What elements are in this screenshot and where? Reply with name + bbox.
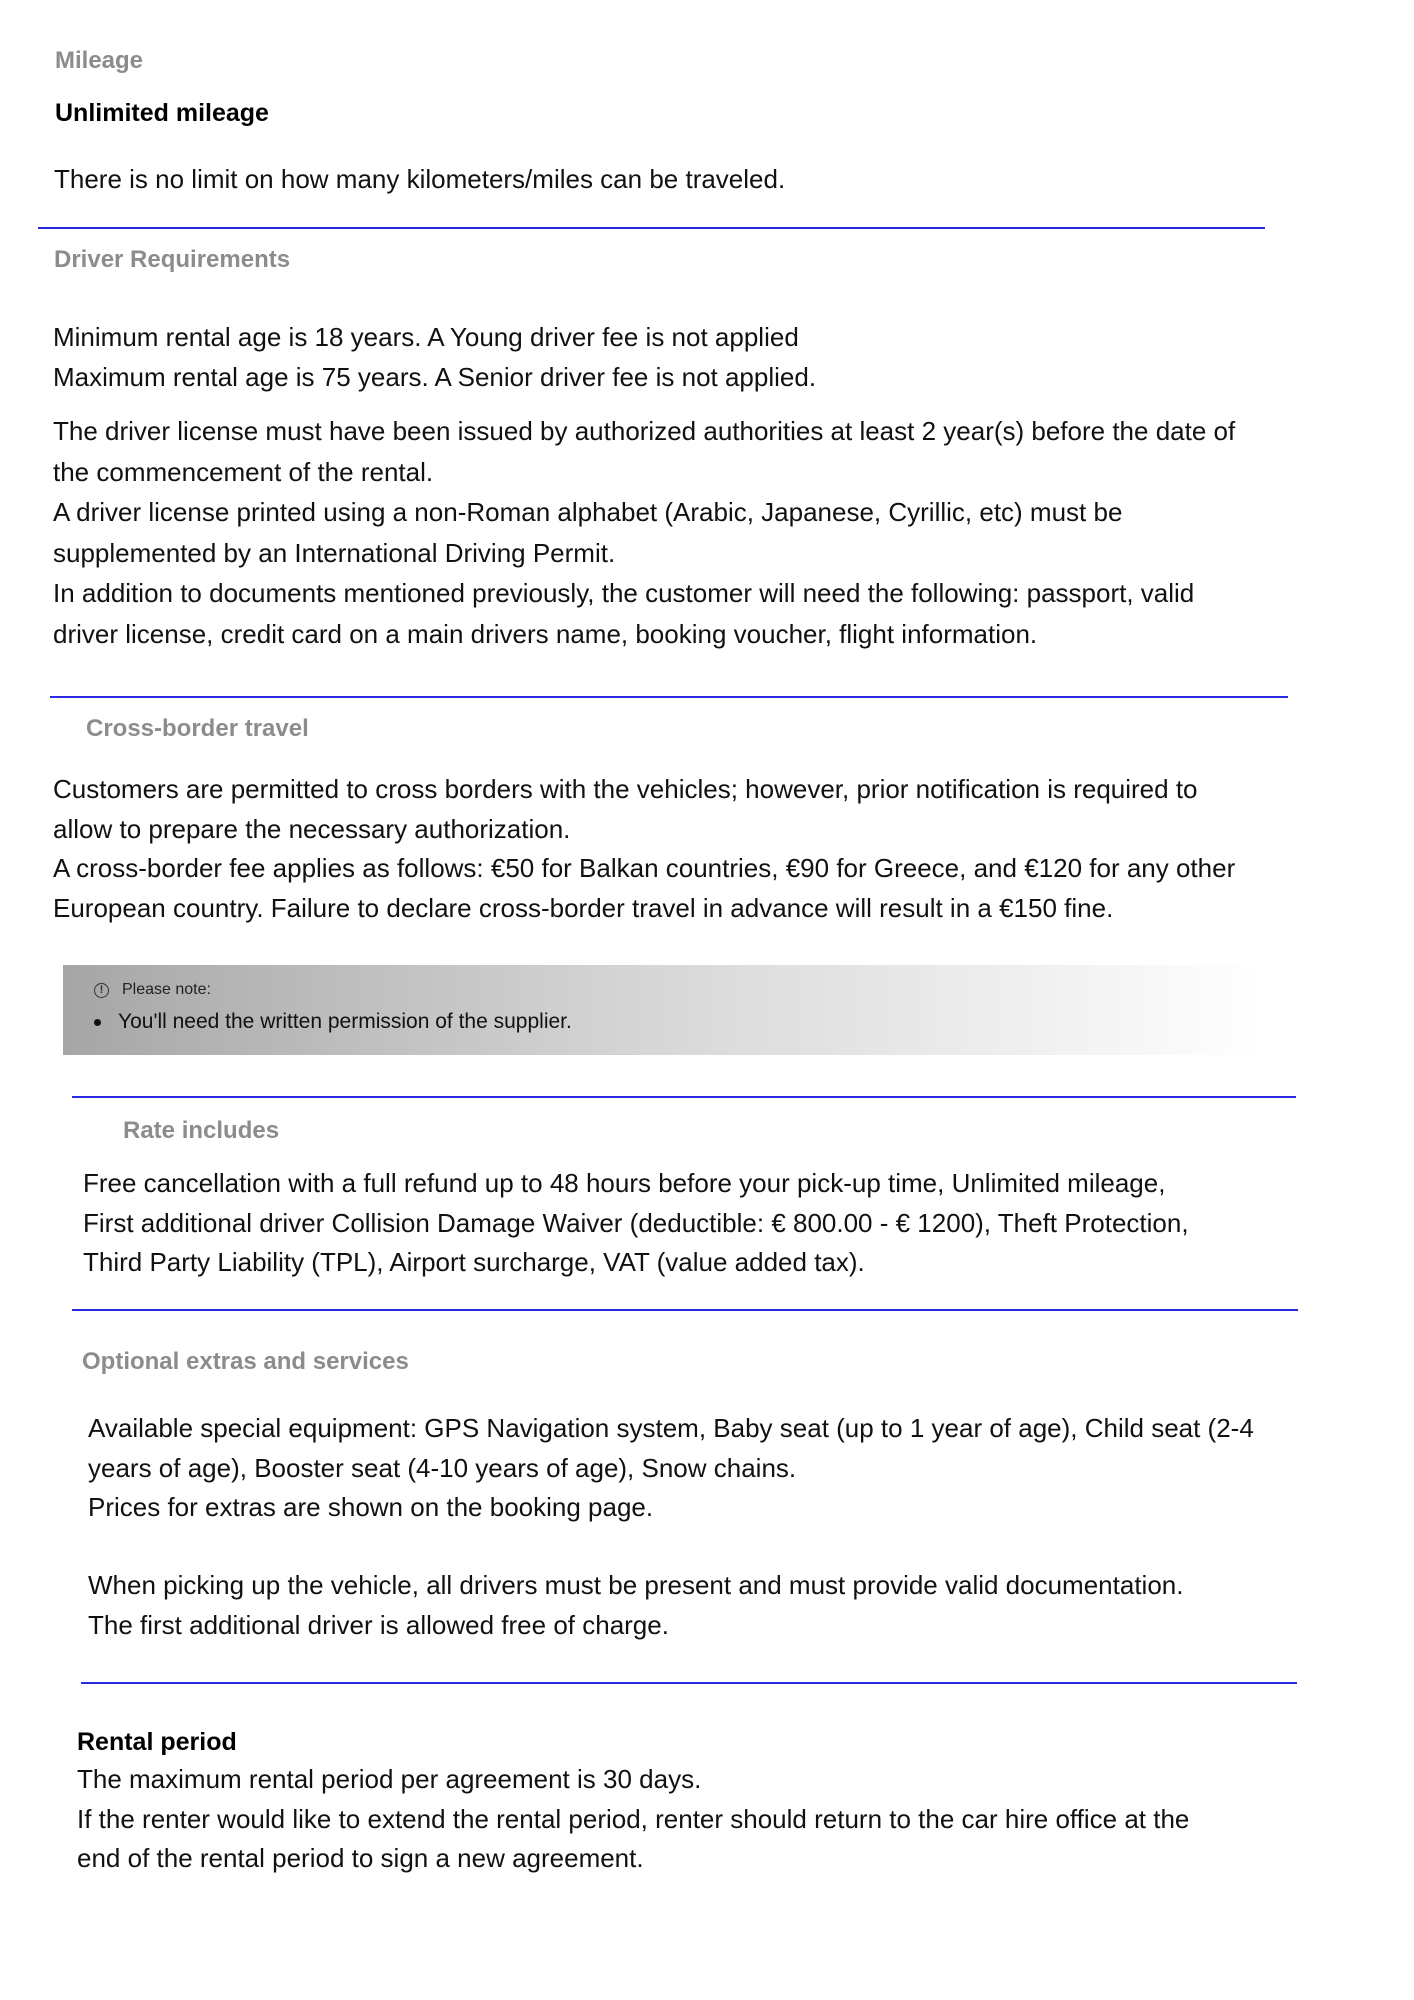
equipment-text bbox=[88, 1409, 1254, 1528]
license-line: the commencement of the rental. bbox=[53, 456, 434, 487]
age-line: Maximum rental age is 75 years. A Senior driver fee is not applied. bbox=[53, 361, 817, 392]
cross-border-line: European country. Failure to declare cross-border travel in advance will result in a €150 fine. bbox=[53, 892, 1114, 923]
license-line: The driver license must have been issued by authorized authorities at least 2 year(s) before the date of bbox=[53, 416, 1236, 446]
section-divider bbox=[72, 1096, 1296, 1098]
rental-period-text bbox=[77, 1760, 1189, 1879]
age-line: Minimum rental age is 18 years. A Young driver fee is not applied bbox=[53, 322, 799, 352]
age-requirements bbox=[53, 318, 816, 397]
section-divider bbox=[50, 696, 1288, 698]
equipment-line: Available special equipment: GPS Navigation system, Baby seat (up to 1 year of age), Child seat (2-4 bbox=[88, 1413, 1254, 1443]
rate-line: First additional driver Collision Damage Waiver (deductible: € 800.00 - € 1200), Theft Protection, bbox=[83, 1207, 1189, 1238]
rental-line: If the renter would like to extend the rental period, renter should return to the car hire office at the bbox=[77, 1803, 1190, 1834]
rental-line: The maximum rental period per agreement is 30 days. bbox=[77, 1764, 702, 1794]
cross-border-line: Customers are permitted to cross borders with the vehicles; however, prior notification is required to bbox=[53, 774, 1198, 804]
note-header bbox=[94, 981, 211, 999]
mileage-text bbox=[54, 160, 785, 200]
driver-requirements-heading: Driver Requirements bbox=[54, 246, 291, 273]
please-note-box bbox=[63, 965, 1263, 1055]
note-item-text: You'll need the written permission of the supplier. bbox=[118, 1010, 572, 1033]
driver-line: When picking up the vehicle, all drivers must be present and must provide valid documentation. bbox=[88, 1570, 1184, 1600]
rate-includes-text bbox=[83, 1164, 1189, 1283]
additional-driver-text bbox=[88, 1566, 1183, 1645]
info-icon: ! bbox=[94, 983, 109, 998]
cross-border-line: allow to prepare the necessary authorization. bbox=[53, 813, 571, 844]
cross-border-heading: Cross-border travel bbox=[86, 715, 309, 742]
rental-line: end of the rental period to sign a new agreement. bbox=[77, 1843, 644, 1873]
note-list-item bbox=[94, 1010, 572, 1034]
section-divider bbox=[38, 227, 1265, 229]
mileage-heading: Mileage bbox=[55, 47, 144, 74]
driver-line: The first additional driver is allowed free of charge. bbox=[88, 1609, 669, 1640]
section-divider bbox=[81, 1682, 1297, 1684]
section-divider bbox=[72, 1309, 1298, 1311]
rate-includes-heading: Rate includes bbox=[123, 1117, 280, 1144]
rate-line: Free cancellation with a full refund up to 48 hours before your pick-up time, Unlimited mileage, bbox=[83, 1168, 1166, 1198]
license-line: driver license, credit card on a main drivers name, booking voucher, flight information. bbox=[53, 618, 1038, 649]
note-label: Please note: bbox=[122, 981, 211, 998]
bullet-icon bbox=[94, 1019, 101, 1026]
mileage-title: Unlimited mileage bbox=[55, 99, 269, 127]
equipment-line: Prices for extras are shown on the booking page. bbox=[88, 1492, 654, 1522]
license-requirements bbox=[53, 411, 1235, 654]
rate-line: Third Party Liability (TPL), Airport surcharge, VAT (value added tax). bbox=[83, 1247, 865, 1277]
rental-period-title: Rental period bbox=[77, 1728, 237, 1756]
cross-border-line: A cross-border fee applies as follows: €50 for Balkan countries, €90 for Greece, and €120 for any other bbox=[53, 853, 1236, 883]
license-line: In addition to documents mentioned previously, the customer will need the following: passport, valid bbox=[53, 578, 1195, 608]
equipment-line: years of age), Booster seat (4-10 years of age), Snow chains. bbox=[88, 1452, 797, 1483]
license-line: supplemented by an International Driving Permit. bbox=[53, 537, 616, 568]
optional-extras-heading: Optional extras and services bbox=[82, 1348, 409, 1375]
license-line: A driver license printed using a non-Roman alphabet (Arabic, Japanese, Cyrillic, etc) must be bbox=[53, 497, 1123, 527]
mileage-line: There is no limit on how many kilometers/miles can be traveled. bbox=[54, 164, 786, 194]
cross-border-text bbox=[53, 770, 1235, 928]
